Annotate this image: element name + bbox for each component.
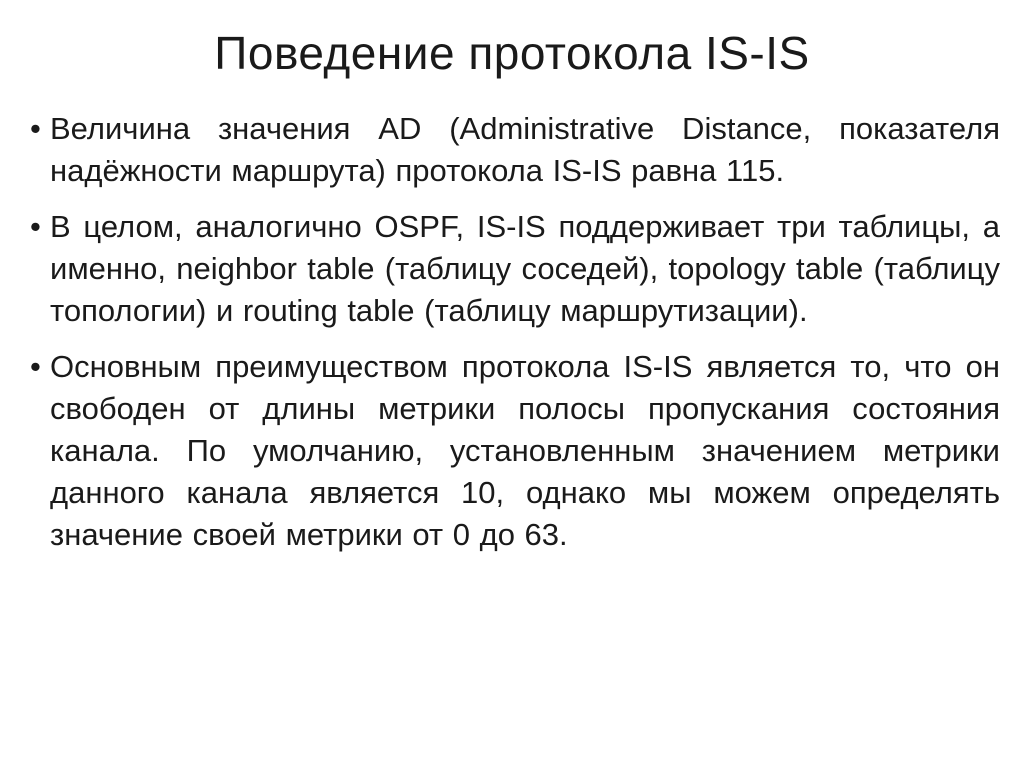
bullet-marker: •	[30, 349, 41, 384]
slide-title: Поведение протокола IS-IS	[214, 27, 810, 79]
bullet-item	[30, 206, 1000, 332]
bullet-item	[30, 108, 1000, 192]
bullet-marker: •	[30, 209, 41, 244]
bullet-marker: •	[30, 111, 41, 146]
bullet-text: Основным преимуществом протокола IS-IS является то, что он свободен от длины метрики полосы пропускания состояния канала. По умолчанию, установленным значением метрики данного канала является 10, однако мы можем определять значение своей метрики от 0 до 63.	[50, 349, 1000, 552]
bullet-list	[30, 108, 1000, 570]
bullet-text: В целом, аналогично OSPF, IS-IS поддерживает три таблицы, а именно, neighbor table (таблицу соседей), topology table (таблицу топологии) и routing table (таблицу маршрутизации).	[50, 209, 1000, 328]
bullet-item	[30, 346, 1000, 556]
bullet-text: Величина значения AD (Administrative Distance, показателя надёжности маршрута) протокола IS-IS равна 115.	[50, 111, 1000, 188]
